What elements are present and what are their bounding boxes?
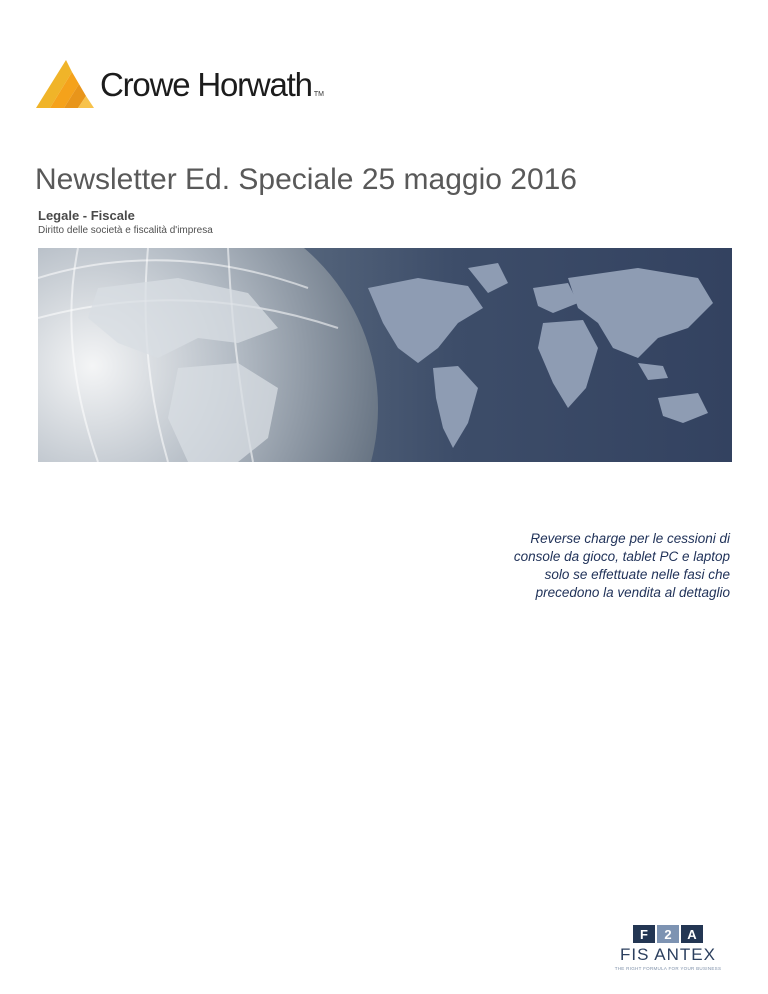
- article-headline: Reverse charge per le cessioni di console da gioco, tablet PC e laptop solo se effettuate nelle fasi che precedono la vendita al dettaglio: [513, 531, 730, 600]
- newsletter-title: Newsletter Ed. Speciale 25 maggio 2016: [35, 163, 577, 196]
- crowe-horwath-logo: [36, 58, 376, 110]
- fis-antex-tagline: THE RIGHT FORMULA FOR YOUR BUSINESS: [614, 966, 722, 971]
- subsection-label: Diritto delle società e fiscalità d'impresa: [38, 225, 213, 236]
- section-label: Legale - Fiscale: [38, 208, 135, 223]
- globe-banner-image: [38, 248, 732, 462]
- f2a-letter-boxes: [633, 925, 703, 943]
- fis-antex-logo: [606, 925, 730, 975]
- logo-letter-f: F: [633, 925, 655, 943]
- fis-antex-name: FIS ANTEX: [620, 945, 716, 964]
- logo-letter-2: 2: [657, 925, 679, 943]
- logo-letter-a: A: [681, 925, 703, 943]
- brand-name: Crowe Horwath TM: [100, 66, 324, 103]
- triangle-chevron-logo-icon: [36, 58, 96, 110]
